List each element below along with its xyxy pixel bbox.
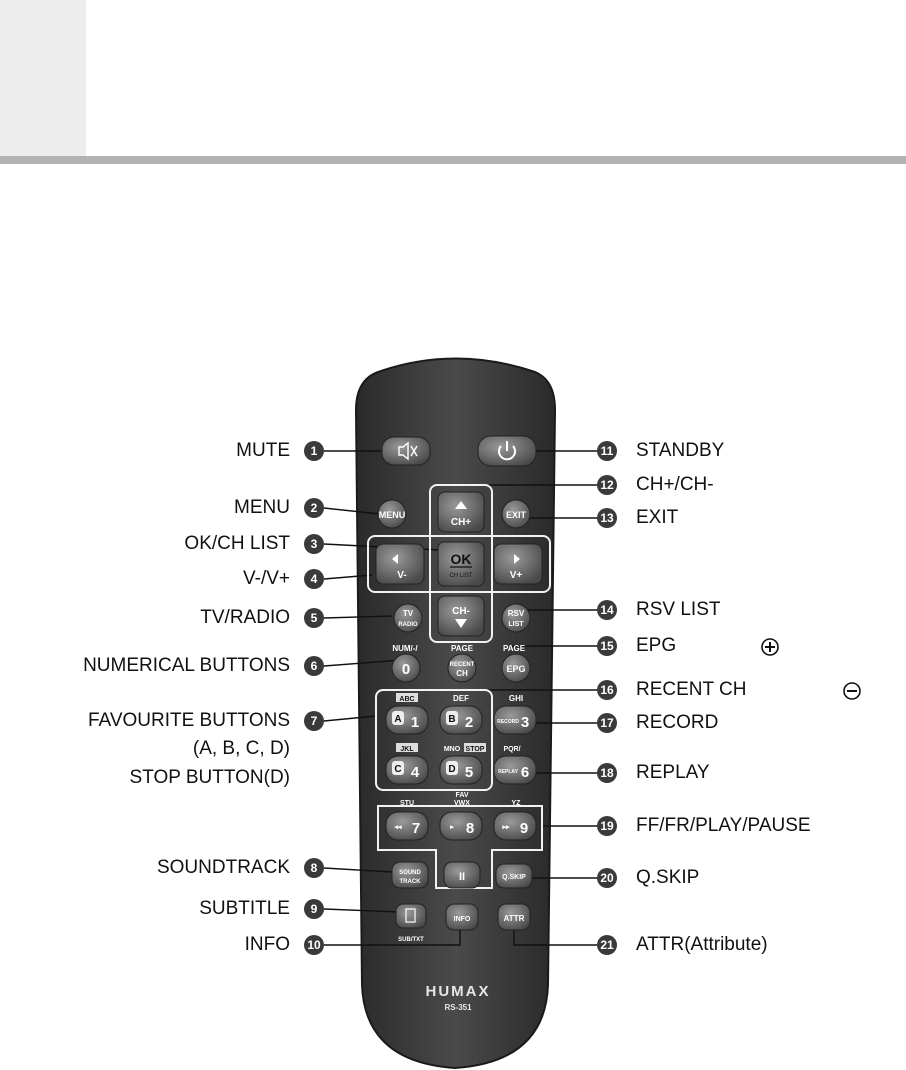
n1-text: 1	[410, 714, 420, 731]
page-minus-text: PAGE	[450, 644, 474, 653]
radio-text: RADIO	[398, 622, 418, 628]
ghi-text: GHI	[508, 694, 524, 703]
fr-7-button	[386, 812, 428, 840]
n4-text: 4	[410, 764, 420, 781]
d-text: D	[448, 764, 456, 775]
ok-sub-text: CH LIST	[449, 573, 473, 579]
b-text: B	[448, 714, 456, 725]
label-favourite: FAVOURITE BUTTONS	[88, 710, 290, 731]
num-top-text: NUM/-/	[392, 644, 418, 653]
record-text: RECORD	[497, 719, 519, 725]
callout-badge-12: 12	[597, 475, 617, 495]
label-tv-radio: TV/RADIO	[200, 607, 290, 628]
menu-button-text: MENU	[378, 510, 406, 520]
num-0-text: 0	[401, 661, 411, 678]
label-exit: EXIT	[636, 507, 679, 528]
label-volume: V-/V+	[243, 568, 290, 589]
fav-text: FAV	[455, 792, 469, 799]
callout-badge-19: 19	[597, 816, 617, 836]
ch-plus-text: CH+	[450, 517, 472, 528]
list-text: LIST	[508, 621, 524, 628]
n7-text: 7	[411, 820, 421, 837]
label-ch: CH+/CH-	[636, 474, 714, 495]
callout-badge-17: 17	[597, 713, 617, 733]
v-plus-text: V+	[509, 570, 523, 581]
label-record: RECORD	[636, 712, 719, 733]
label-rsv-list: RSV LIST	[636, 599, 721, 620]
subtitle-button	[396, 904, 426, 928]
ff-9-button	[494, 812, 536, 840]
callout-badge-16: 16	[597, 680, 617, 700]
label-qskip: Q.SKIP	[636, 867, 700, 888]
c-text: C	[394, 764, 402, 775]
label-epg: EPG	[636, 635, 677, 656]
label-recent-ch: RECENT CH	[636, 679, 747, 700]
callout-badge-14: 14	[597, 600, 617, 620]
callout-badge-1: 1	[304, 441, 324, 461]
brand-text: HUMAX	[425, 983, 491, 1000]
ok-text: OK	[450, 551, 472, 567]
label-menu: MENU	[234, 497, 290, 518]
callout-badge-8: 8	[304, 858, 324, 878]
n9-text: 9	[519, 820, 529, 837]
play-icon: ▸	[450, 824, 454, 831]
track-text: TRACK	[399, 879, 421, 885]
callout-badge-18: 18	[597, 763, 617, 783]
callout-badge-10: 10	[304, 935, 324, 955]
label-subtitle: SUBTITLE	[199, 898, 290, 919]
callout-badge-7: 7	[304, 711, 324, 731]
model-text: RS-351	[444, 1003, 472, 1012]
recent-text: RECENT	[449, 662, 475, 668]
yz-text: YZ	[511, 800, 521, 807]
fr-icon: ◂◂	[394, 824, 402, 831]
label-favourite-sub: (A, B, C, D)	[192, 738, 290, 759]
attr-text: ATTR	[503, 914, 525, 923]
label-ok-ch-list: OK/CH LIST	[184, 533, 290, 554]
callout-badge-3: 3	[304, 534, 324, 554]
label-ff-fr: FF/FR/PLAY/PAUSE	[636, 815, 811, 836]
v-minus-text: V-	[397, 570, 407, 581]
callout-badge-20: 20	[597, 868, 617, 888]
stu-text: STU	[400, 800, 414, 807]
callout-badge-4: 4	[304, 569, 324, 589]
callout-badge-21: 21	[597, 935, 617, 955]
mno-text: MNO	[443, 746, 461, 753]
pause-text: II	[458, 871, 466, 883]
callout-badge-15: 15	[597, 636, 617, 656]
label-info: INFO	[244, 934, 290, 955]
page-plus-text: PAGE	[502, 644, 526, 653]
callout-badge-2: 2	[304, 498, 324, 518]
callout-badge-5: 5	[304, 608, 324, 628]
label-stop: STOP BUTTON(D)	[129, 767, 290, 788]
n6-text: 6	[520, 764, 530, 781]
tv-text: TV	[402, 609, 414, 618]
rsv-text: RSV	[507, 609, 525, 618]
label-replay: REPLAY	[636, 762, 710, 783]
ch-minus-text: CH-	[452, 606, 470, 617]
exit-button-text: EXIT	[505, 510, 527, 520]
info-text: INFO	[453, 916, 471, 923]
callout-badge-9: 9	[304, 899, 324, 919]
label-soundtrack: SOUNDTRACK	[156, 857, 290, 878]
a-text: A	[394, 714, 402, 725]
subtxt-text: SUB/TXT	[398, 937, 424, 943]
replay-text: REPLAY	[498, 769, 518, 775]
n5-text: 5	[464, 764, 474, 781]
label-numerical: NUMERICAL BUTTONS	[83, 655, 290, 676]
ff-icon: ▸▸	[502, 824, 510, 831]
vwx-text: VWX	[454, 800, 470, 807]
n3-text: 3	[520, 714, 530, 731]
recent-ch-text: CH	[456, 669, 468, 678]
label-mute: MUTE	[236, 440, 290, 461]
pqr-text: PQR/	[503, 746, 521, 753]
jkl-text: JKL	[400, 746, 414, 753]
callout-badge-13: 13	[597, 508, 617, 528]
callout-badge-6: 6	[304, 656, 324, 676]
label-attr: ATTR(Attribute)	[636, 934, 768, 955]
label-standby: STANDBY	[636, 440, 725, 461]
abc-text: ABC	[399, 696, 415, 703]
epg-text: EPG	[506, 664, 526, 674]
sound-text: SOUND	[399, 870, 421, 876]
def-text: DEF	[453, 694, 469, 703]
n8-text: 8	[465, 820, 475, 837]
play-8-button	[440, 812, 482, 840]
qskip-text: Q.SKIP	[502, 874, 526, 881]
stop-text: STOP	[465, 746, 485, 753]
n2-text: 2	[464, 714, 474, 731]
mute-button	[382, 437, 430, 465]
callout-badge-11: 11	[597, 441, 617, 461]
